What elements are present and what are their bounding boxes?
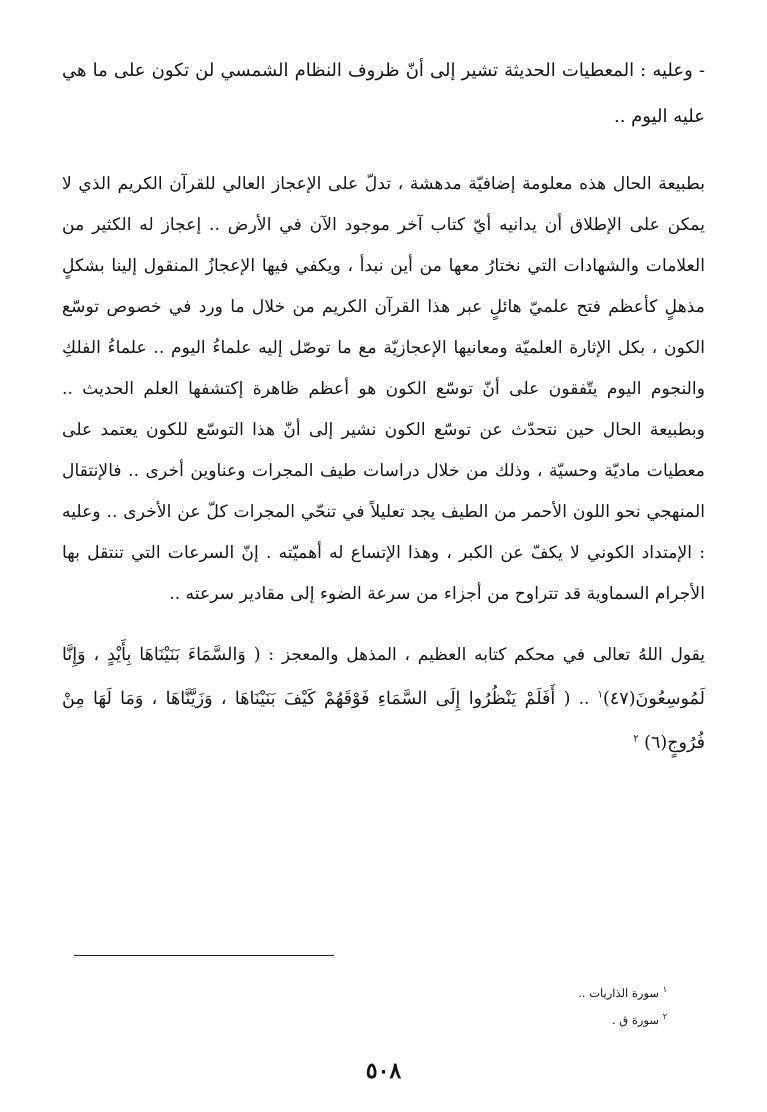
footnote-2-number: ٢	[662, 1011, 667, 1021]
main-paragraph-block	[62, 164, 705, 615]
verses-lead: يقول اللهُ تعالى في محكم كتابه العظيم ، المذهل والمعجز :	[268, 645, 706, 665]
footnotes	[62, 978, 667, 1032]
footnote-ref-2: ٢	[633, 733, 639, 745]
verse-adh-dhariyat: ( وَالسَّمَاءَ بَنَيْنَاهَا بِأَيْدٍ ، وَإِنَّا لَمُوسِعُونَ(٤٧)	[62, 645, 706, 709]
footnote-1-text: سورة الذاريات ..	[578, 985, 660, 1000]
footnote-1-number: ١	[662, 985, 667, 994]
quran-verses-block	[62, 633, 705, 765]
verses-paragraph	[62, 633, 705, 765]
verses-separator: ..	[578, 689, 590, 709]
footnote-2-text: سورة ق .	[612, 1012, 660, 1027]
footnote-2	[62, 1005, 667, 1032]
verse-qaf: ( أَفَلَمْ يَنْظُرُوا إِلَى السَّمَاءِ فَوْقَهُمْ كَيْفَ بَنَيْنَاهَا ، وَزَيَّنَّاهَا ، وَمَا لَهَا مِنْ فُرُوجٍ(٦)	[62, 689, 705, 753]
footnote-ref-1: ١	[597, 689, 604, 701]
main-paragraph: بطبيعة الحال هذه معلومة إضافيّة مدهشة ، تدلّ على الإعجاز العالي للقرآن الكريم الذي لا يمكن على الإطلاق أن يدانيه أيّ كتاب آخر موجود الآن في الأرض .. إعجاز له الكثير من العلامات والشهادات التي نختارُ معها من أين نبدأ ، ويكفي فيها الإعجازُ المنقول إلينا بشكلٍ مذهلٍ كأعظم فتح علميّ هائلٍ عبر هذا القرآن الكريم من خلال ما ورد في خصوص توسّع الكون ، بكل الإثارة العلميّة ومعانيها الإعجازيّة مع ما توصّل إليه علماءُ اليوم .. علماءُ الفلكِ والنجوم اليوم يتّفقون على أنّ توسّع الكون هو أعظم ظاهرة إكتشفها العلم الحديث .. وبطبيعة الحال حين نتحدّث عن توسّع الكون نشير إلى أنّ هذا التوسّع للكون يعتمد على معطيات ماديّة وحسيّة ، وذلك من خلال دراسات طيف المجرات وعناوين أخرى .. فالإنتقال المنهجي نحو اللون الأحمر من الطيف يجد تعليلاً في تنحّي المجرات كلّ عن الأخرى .. وعليه : الإمتداد الكوني لا يكفّ عن الكبر ، وهذا الإتساع له أهميّته . إنّ السرعات التي تنتقل بها الأجرام السماوية قد تتراوح من أجزاء من سرعة الضوء إلى مقادير سرعته ..	[62, 174, 705, 604]
intro-conclusion	[62, 48, 705, 140]
page-content	[62, 48, 705, 765]
page-number: ٥٠٨	[365, 1058, 402, 1084]
footnote-divider	[74, 955, 334, 956]
intro-text: - وعليه : المعطيات الحديثة تشير إلى أنّ ظروف النظام الشمسي لن تكون على ما هي عليه اليوم ..	[62, 60, 705, 127]
footnote-1	[62, 978, 667, 1005]
